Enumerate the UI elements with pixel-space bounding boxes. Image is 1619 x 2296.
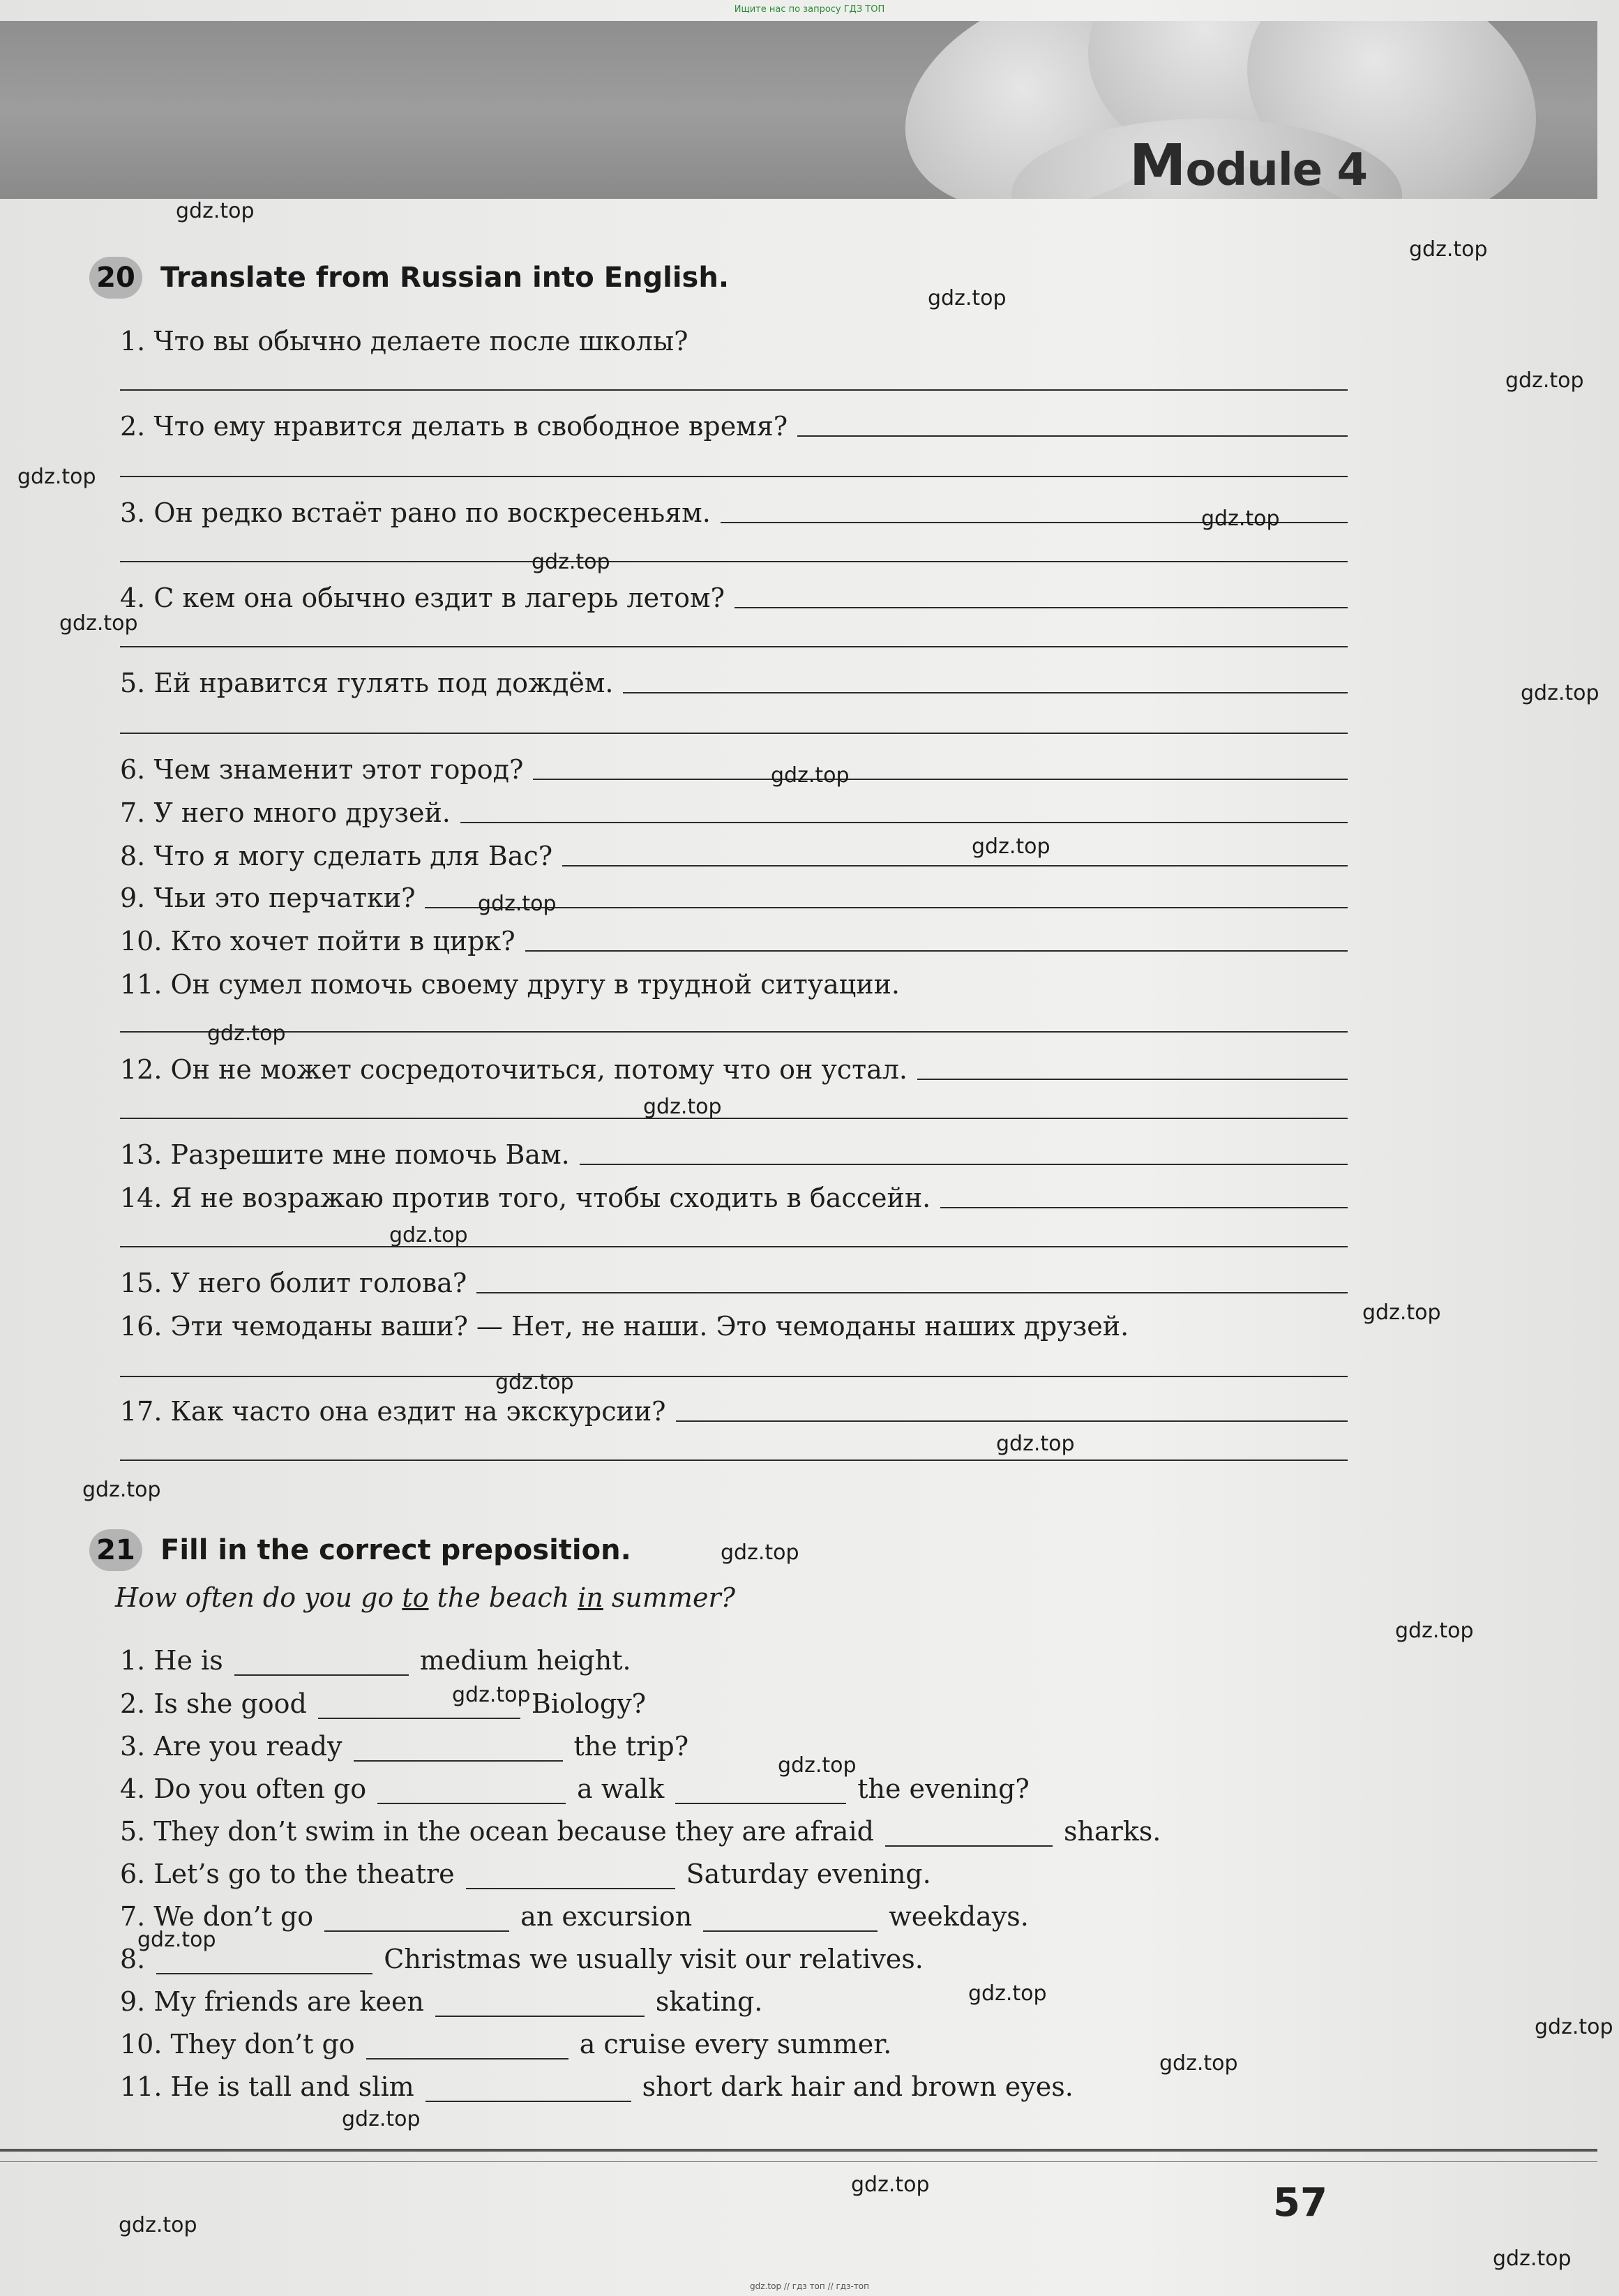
blank[interactable] xyxy=(354,1741,563,1762)
watermark[interactable]: gdz.top xyxy=(495,1370,574,1395)
watermark[interactable]: gdz.top xyxy=(1395,1619,1474,1643)
answer-line[interactable] xyxy=(120,1118,1348,1119)
watermark[interactable]: gdz.top xyxy=(1505,368,1584,393)
example-answer: to xyxy=(402,1582,429,1613)
blank[interactable] xyxy=(377,1783,566,1804)
module-title-rest: odule 4 xyxy=(1185,144,1367,196)
module-title-initial: M xyxy=(1129,133,1186,199)
watermark[interactable]: gdz.top xyxy=(771,763,850,788)
answer-line[interactable] xyxy=(525,950,1348,952)
blank[interactable] xyxy=(426,2081,631,2102)
watermark[interactable]: gdz.top xyxy=(59,611,138,636)
exercise-20-header xyxy=(89,257,729,299)
watermark[interactable]: gdz.top xyxy=(1159,2051,1238,2076)
preposition-item: 2. Is she good Biology? xyxy=(120,1688,647,1719)
example-answer: in xyxy=(578,1582,603,1613)
example-sentence: How often do you go to the beach in summer? xyxy=(115,1582,735,1613)
watermark[interactable]: gdz.top xyxy=(1535,2015,1613,2039)
answer-line[interactable] xyxy=(425,907,1348,908)
watermark[interactable]: gdz.top xyxy=(996,1432,1075,1456)
answer-line[interactable] xyxy=(120,1246,1348,1247)
answer-line[interactable] xyxy=(120,1376,1348,1377)
answer-line[interactable] xyxy=(562,865,1348,866)
watermark[interactable]: gdz.top xyxy=(17,465,96,489)
answer-line[interactable] xyxy=(120,389,1348,391)
answer-line[interactable] xyxy=(797,435,1348,437)
translation-item: 4. С кем она обычно ездит в лагерь летом? xyxy=(120,585,1348,611)
exercise-title: Translate from Russian into English. xyxy=(160,262,730,294)
translation-item: 8. Что я могу сделать для Вас? xyxy=(120,843,1348,869)
watermark[interactable]: gdz.top xyxy=(643,1095,722,1119)
watermark[interactable]: gdz.top xyxy=(532,550,610,574)
answer-line[interactable] xyxy=(120,1031,1348,1033)
footer-rule xyxy=(0,2161,1597,2162)
answer-line[interactable] xyxy=(533,779,1348,780)
translation-item: 3. Он редко встаёт рано по воскресеньям. xyxy=(120,500,1348,526)
translation-item: 10. Кто хочет пойти в цирк? xyxy=(120,928,1348,954)
watermark[interactable]: gdz.top xyxy=(928,286,1007,310)
translation-item: 1. Что вы обычно делаете после школы? xyxy=(120,326,688,357)
watermark[interactable]: gdz.top xyxy=(1409,237,1488,262)
preposition-item: 7. We don’t go an excursion weekdays. xyxy=(120,1901,1029,1932)
preposition-item: 11. He is tall and slim short dark hair and brown eyes. xyxy=(120,2071,1074,2102)
answer-line[interactable] xyxy=(917,1079,1348,1080)
watermark[interactable]: gdz.top xyxy=(342,2107,421,2131)
answer-line[interactable] xyxy=(120,733,1348,734)
watermark[interactable]: gdz.top xyxy=(82,1478,161,1502)
blank[interactable] xyxy=(703,1911,878,1932)
translation-item: 14. Я не возражаю против того, чтобы сходить в бассейн. xyxy=(120,1185,1348,1211)
translation-item: 7. У него много друзей. xyxy=(120,800,1348,826)
translation-item: 16. Эти чемоданы ваши? — Нет, не наши. Это чемоданы наших друзей. xyxy=(120,1311,1129,1342)
watermark[interactable]: gdz.top xyxy=(968,1981,1047,2006)
translation-item: 17. Как часто она ездит на экскурсии? xyxy=(120,1398,1348,1425)
watermark[interactable]: gdz.top xyxy=(778,1753,857,1778)
watermark[interactable]: gdz.top xyxy=(1362,1300,1441,1325)
watermark[interactable]: gdz.top xyxy=(972,834,1051,859)
exercise-number-badge: 21 xyxy=(89,1529,142,1571)
preposition-item: 5. They don’t swim in the ocean because they are afraid sharks. xyxy=(120,1816,1161,1847)
top-note: Ищите нас по запросу ГДЗ ТОП xyxy=(734,4,885,15)
bottom-note: gdz.top // гдз топ // гдз-топ xyxy=(750,2281,869,2291)
watermark[interactable]: gdz.top xyxy=(389,1223,468,1247)
preposition-item: 4. Do you often go a walk the evening? xyxy=(120,1773,1030,1804)
translation-item: 9. Чьи это перчатки? xyxy=(120,885,1348,911)
translation-item: 6. Чем знаменит этот город? xyxy=(120,756,1348,783)
translation-item: 2. Что ему нравится делать в свободное время? xyxy=(120,413,1348,440)
watermark[interactable]: gdz.top xyxy=(1493,2246,1572,2271)
blank[interactable] xyxy=(234,1655,409,1676)
watermark[interactable]: gdz.top xyxy=(137,1928,216,1952)
translation-item: 12. Он не может сосредоточиться, потому что он устал. xyxy=(120,1056,1348,1083)
watermark[interactable]: gdz.top xyxy=(851,2173,930,2197)
translation-item: 15. У него болит голова? xyxy=(120,1270,1348,1296)
watermark[interactable]: gdz.top xyxy=(478,892,557,916)
exercise-21-header xyxy=(89,1529,631,1571)
answer-line[interactable] xyxy=(120,561,1348,562)
translation-item: 11. Он сумел помочь своему другу в трудной ситуации. xyxy=(120,969,900,1000)
blank[interactable] xyxy=(675,1783,846,1804)
answer-line[interactable] xyxy=(476,1292,1348,1293)
preposition-item: 9. My friends are keen skating. xyxy=(120,1986,763,2017)
watermark[interactable]: gdz.top xyxy=(452,1683,531,1707)
answer-line[interactable] xyxy=(120,646,1348,647)
answer-line[interactable] xyxy=(580,1164,1348,1165)
answer-line[interactable] xyxy=(460,822,1348,823)
blank[interactable] xyxy=(324,1911,509,1932)
footer-rule xyxy=(0,2149,1597,2152)
watermark[interactable]: gdz.top xyxy=(1521,681,1599,705)
blank[interactable] xyxy=(466,1868,675,1889)
answer-line[interactable] xyxy=(120,1460,1348,1461)
blank[interactable] xyxy=(435,1996,645,2017)
translation-item: 13. Разрешите мне помочь Вам. xyxy=(120,1141,1348,1168)
blank[interactable] xyxy=(156,1953,372,1974)
watermark[interactable]: gdz.top xyxy=(207,1021,286,1046)
preposition-item: 1. He is medium height. xyxy=(120,1645,631,1676)
blank[interactable] xyxy=(366,2039,568,2059)
page-number: 57 xyxy=(1273,2180,1327,2226)
answer-line[interactable] xyxy=(120,476,1348,477)
preposition-item: 8. Christmas we usually visit our relatives. xyxy=(120,1944,924,1974)
preposition-item: 6. Let’s go to the theatre Saturday evening. xyxy=(120,1859,931,1889)
translation-item: 5. Ей нравится гулять под дождём. xyxy=(120,670,1348,696)
blank[interactable] xyxy=(885,1826,1053,1847)
answer-line[interactable] xyxy=(623,692,1348,693)
preposition-item: 10. They don’t go a cruise every summer. xyxy=(120,2029,892,2059)
exercise-title: Fill in the correct preposition. xyxy=(160,1534,631,1566)
exercise-number-badge: 20 xyxy=(89,257,142,299)
answer-line[interactable] xyxy=(940,1207,1348,1208)
watermark[interactable]: gdz.top xyxy=(119,2213,197,2237)
watermark[interactable]: gdz.top xyxy=(721,1540,799,1565)
watermark[interactable]: gdz.top xyxy=(1201,507,1280,531)
preposition-item: 3. Are you ready the trip? xyxy=(120,1731,689,1762)
watermark[interactable]: gdz.top xyxy=(176,199,255,223)
answer-line[interactable] xyxy=(676,1420,1348,1422)
answer-line[interactable] xyxy=(735,607,1348,608)
